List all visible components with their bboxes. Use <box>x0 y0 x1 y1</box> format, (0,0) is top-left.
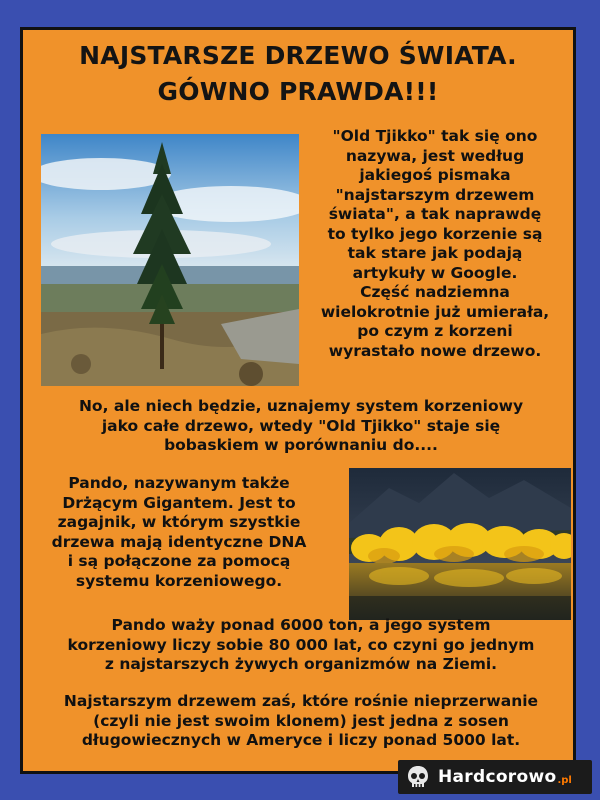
text-line: korzeniowy liczy sobie 80 000 lat, co czyni go jednym <box>67 635 535 654</box>
text-line: tak stare jak podają <box>347 244 523 262</box>
text-line: drzewa mają identyczne DNA <box>51 532 307 551</box>
text-line: wielokrotnie już umierała, <box>320 302 550 321</box>
hardcorowo-watermark <box>398 760 592 794</box>
text-line: bobaskiem w porównaniu do.... <box>164 436 438 454</box>
text-line: Najstarszym drzewem zaś, które rośnie nieprzerwanie <box>63 692 539 710</box>
text-line: zagajnik, w którym szystkie <box>57 513 301 531</box>
text-line: świata", a tak naprawdę <box>328 205 542 223</box>
spruce-tree-photo <box>41 134 299 386</box>
text-line: "Old Tjikko" tak się ono <box>332 127 538 145</box>
intro-paragraph <box>293 127 577 361</box>
text-line: Pando, nazywanym także <box>68 474 290 492</box>
bristlecone-paragraph <box>29 692 573 751</box>
poster-title <box>23 38 573 110</box>
text-line: artykuły w Google. <box>352 263 518 282</box>
meme-poster <box>20 27 576 774</box>
skull-icon <box>404 763 432 791</box>
text-line: to tylko jego korzenie są <box>327 224 543 243</box>
pando-paragraph <box>29 474 329 591</box>
text-line: wyrastało nowe drzewo. <box>328 341 542 360</box>
text-line: jakiegoś pismaka <box>359 166 511 184</box>
text-line: z najstarszych żywych organizmów na Ziemi. <box>104 655 498 673</box>
text-line: systemu korzeniowego. <box>75 571 283 590</box>
text-line: nazywa, jest według <box>345 146 525 165</box>
text-line: jako całe drzewo, wtedy "Old Tjikko" staje się <box>101 416 501 435</box>
text-line: (czyli nie jest swoim klonem) jest jedna z sosen <box>93 711 509 730</box>
watermark-name: Hardcorowo <box>438 767 557 787</box>
text-line: Pando waży ponad 6000 ton, a jego system <box>111 616 491 634</box>
pando-facts-paragraph <box>29 616 573 675</box>
text-line: Część nadziemna <box>360 283 510 301</box>
text-line: Drżącym Gigantem. Jest to <box>62 493 296 512</box>
watermark-suffix: .pl <box>557 774 572 786</box>
comparison-paragraph <box>29 397 573 456</box>
text-line: "najstarszym drzewem <box>335 185 535 204</box>
text-line: No, ale niech będzie, uznajemy system korzeniowy <box>78 397 524 415</box>
title-line: GÓWNO PRAWDA!!! <box>157 77 439 106</box>
title-line: NAJSTARSZE DRZEWO ŚWIATA. <box>79 41 517 70</box>
text-line: i są połączone za pomocą <box>67 552 291 570</box>
text-line: długowiecznych w Ameryce i liczy ponad 5000 lat. <box>81 731 521 749</box>
aspen-grove-photo <box>349 468 571 620</box>
text-line: po czym z korzeni <box>357 322 513 340</box>
